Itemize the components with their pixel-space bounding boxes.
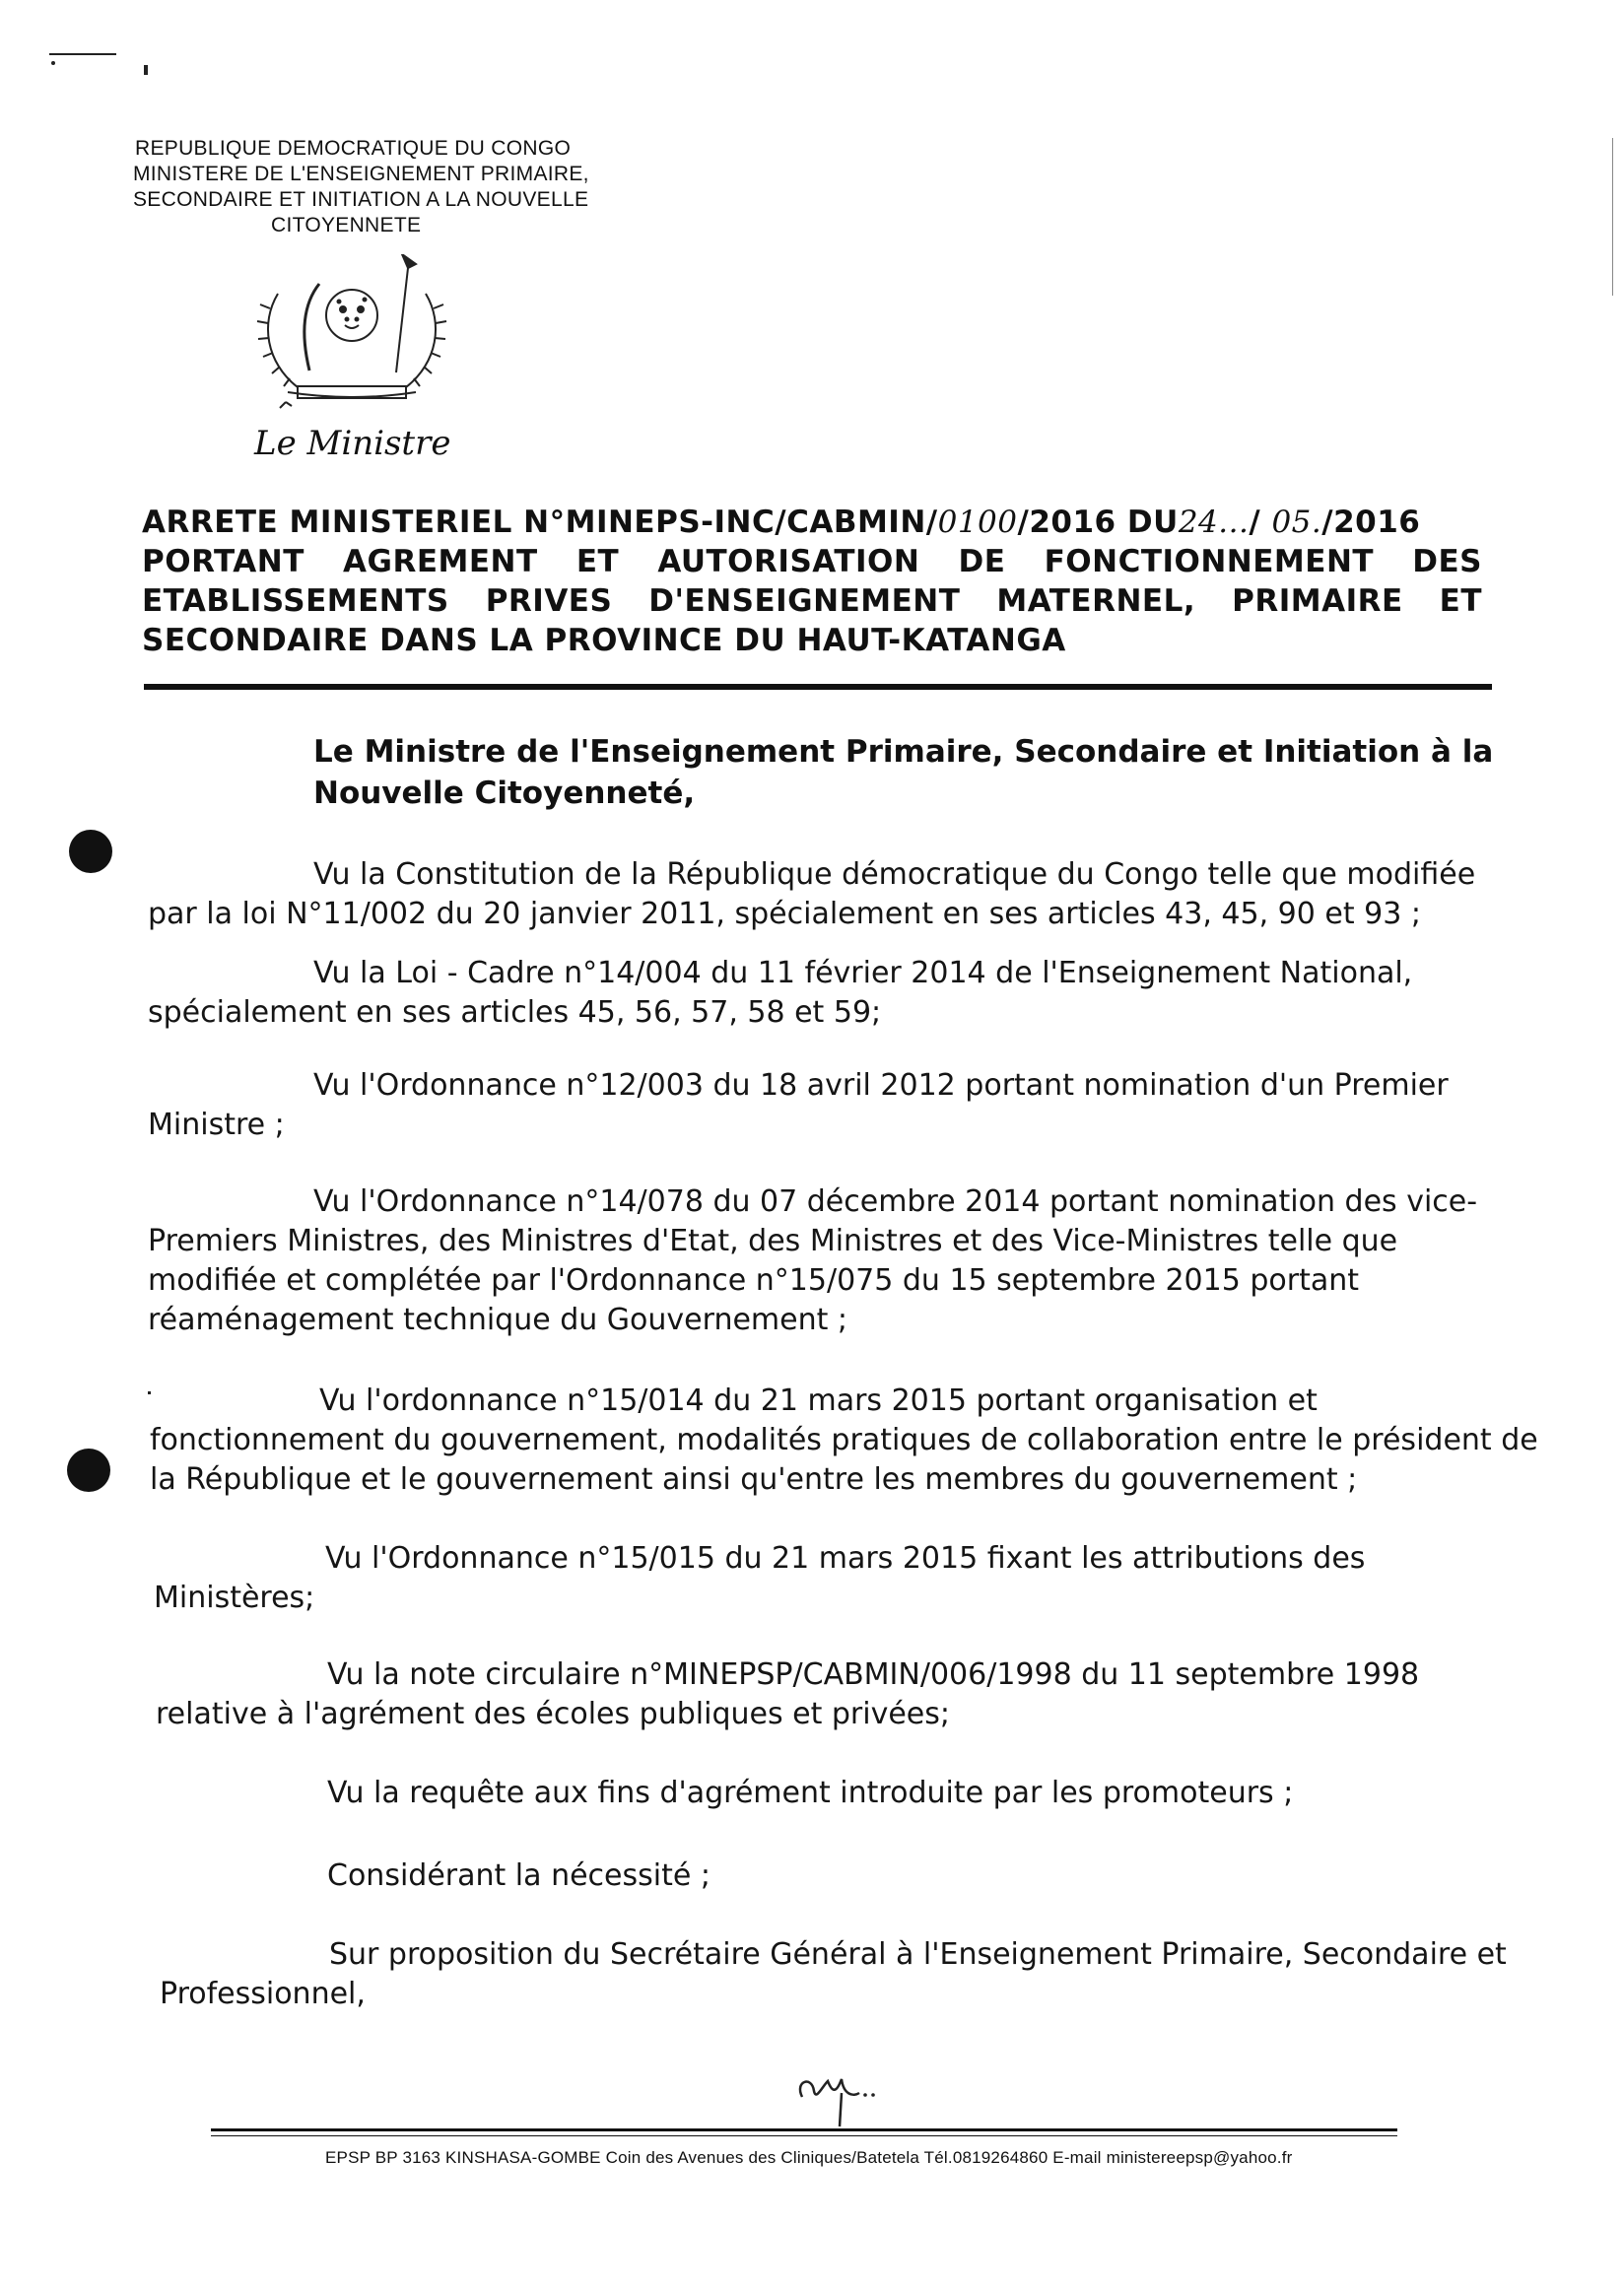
- handwritten-day: 24...: [1178, 505, 1250, 540]
- visa-paragraph: [148, 954, 1498, 1033]
- coat-of-arms-emblem: [248, 254, 455, 412]
- punch-hole-mark: [69, 830, 112, 873]
- visa-first-line: Vu la Loi - Cadre n°14/004 du 11 février 2014 de l'Enseignement National,: [313, 956, 1413, 990]
- title-word: MATERNEL,: [996, 583, 1196, 619]
- decree-year: /2016: [1321, 505, 1421, 540]
- visa-first-line: Vu l'Ordonnance n°12/003 du 18 avril 2012 portant nomination d'un Premier: [313, 1068, 1449, 1103]
- visa-first-line: Sur proposition du Secrétaire Général à l'Enseignement Primaire, Secondaire et: [329, 1937, 1507, 1972]
- footer-divider-thin: [211, 2135, 1397, 2136]
- decree-date-slash: /: [1249, 505, 1272, 540]
- decree-reference-prefix: ARRETE MINISTERIEL N°MINEPS-INC/CABMIN/: [142, 505, 938, 540]
- visa-first-line: Vu la note circulaire n°MINEPSP/CABMIN/006/1998 du 11 septembre 1998: [327, 1657, 1420, 1692]
- title-word: PRIMAIRE: [1232, 583, 1403, 619]
- ministre-intro: [313, 731, 1506, 814]
- scan-mark-tick: [144, 65, 148, 75]
- decree-title-line: [142, 581, 1482, 621]
- visa-paragraph: [156, 1774, 1506, 1813]
- punch-hole-mark: [67, 1449, 110, 1492]
- intro-line-text: Le Ministre de l'Enseignement Primaire, Secondaire et Initiation à la: [313, 734, 1494, 770]
- decree-title-line: [142, 503, 1482, 542]
- title-word: AUTORISATION: [657, 544, 920, 579]
- visa-line: la République et le gouvernement ainsi qu'entre les membres du gouvernement ;: [150, 1462, 1358, 1497]
- intro-line: [313, 731, 1506, 773]
- visa-line: spécialement en ses articles 45, 56, 57, 58 et 59;: [148, 995, 882, 1030]
- title-word: D'ENSEIGNEMENT: [648, 583, 961, 619]
- title-word: ET: [1439, 583, 1482, 619]
- visa-line: relative à l'agrément des écoles publiques et privées;: [156, 1697, 951, 1731]
- scan-edge-line: [1612, 138, 1613, 296]
- decree-date-prefix: /2016 DU: [1017, 505, 1179, 540]
- visa-first-line: Vu la Constitution de la République démocratique du Congo telle que modifiée: [313, 857, 1476, 892]
- visa-paragraph: [154, 1539, 1504, 1618]
- scan-mark-line: [49, 53, 116, 55]
- visa-line: Professionnel,: [160, 1977, 366, 2011]
- visa-paragraph: [150, 1382, 1538, 1500]
- letterhead-line: MINISTERE DE L'ENSEIGNEMENT PRIMAIRE,: [133, 163, 589, 185]
- visa-paragraph: [148, 855, 1498, 934]
- visa-first-line: Vu l'Ordonnance n°14/078 du 07 décembre 2014 portant nomination des vice-: [313, 1184, 1478, 1219]
- visa-paragraph: [148, 1066, 1498, 1145]
- decree-title-line: [142, 542, 1482, 581]
- title-divider: [144, 684, 1492, 690]
- decree-title-line: SECONDAIRE DANS LA PROVINCE DU HAUT-KATANGA: [142, 623, 1066, 658]
- letterhead: [133, 136, 705, 238]
- visa-line: Ministre ;: [148, 1108, 285, 1142]
- visa-line: par la loi N°11/002 du 20 janvier 2011, spécialement en ses articles 43, 45, 90 et 93 ;: [148, 897, 1421, 931]
- title-word: DES: [1412, 544, 1482, 579]
- title-word: DE: [958, 544, 1006, 579]
- visa-paragraph: [156, 1655, 1506, 1734]
- title-word: ETABLISSEMENTS: [142, 583, 449, 619]
- visa-line: réaménagement technique du Gouvernement ;: [148, 1303, 848, 1337]
- visa-paragraph: [148, 1182, 1503, 1340]
- letterhead-line: REPUBLIQUE DEMOCRATIQUE DU CONGO: [135, 137, 572, 160]
- handwritten-decree-number: 0100: [937, 505, 1018, 540]
- title-word: FONCTIONNEMENT: [1044, 544, 1375, 579]
- letterhead-line: SECONDAIRE ET INITIATION A LA NOUVELLE: [133, 188, 589, 211]
- handwritten-initials: [788, 2067, 887, 2130]
- decree-title: [142, 503, 1482, 660]
- handwritten-month: 05.: [1271, 505, 1322, 540]
- visa-first-line: Vu l'Ordonnance n°15/015 du 21 mars 2015 fixant les attributions des: [325, 1541, 1366, 1576]
- title-word: ET: [575, 544, 620, 579]
- ministre-signature-title: Le Ministre: [254, 424, 451, 463]
- visa-paragraph: [160, 1935, 1510, 2014]
- title-word: PRIVES: [485, 583, 613, 619]
- visa-line: Ministères;: [154, 1581, 315, 1615]
- visa-line: modifiée et complétée par l'Ordonnance n°15/075 du 15 septembre 2015 portant: [148, 1263, 1360, 1298]
- title-word: AGREMENT: [343, 544, 538, 579]
- visa-paragraph: [156, 1856, 1506, 1896]
- visa-first-line: Vu la requête aux fins d'agrément introduite par les promoteurs ;: [327, 1776, 1294, 1810]
- visa-first-line: Vu l'ordonnance n°15/014 du 21 mars 2015 portant organisation et: [319, 1383, 1318, 1418]
- visa-line: fonctionnement du gouvernement, modalités pratiques de collaboration entre le président de: [150, 1423, 1538, 1457]
- title-word: PORTANT: [142, 544, 304, 579]
- footer-divider: [211, 2128, 1397, 2131]
- visa-line: Premiers Ministres, des Ministres d'Etat, des Ministres et des Vice-Ministres telle que: [148, 1224, 1398, 1258]
- footer-contact: EPSP BP 3163 KINSHASA-GOMBE Coin des Avenues des Cliniques/Batetela Tél.0819264860 E-mail ministereepsp@yahoo.fr: [325, 2148, 1293, 2167]
- intro-line: Nouvelle Citoyenneté,: [313, 776, 696, 811]
- scan-mark-dot: [51, 61, 55, 65]
- letterhead-line: CITOYENNETE: [271, 214, 422, 236]
- visa-first-line: Considérant la nécessité ;: [327, 1858, 710, 1893]
